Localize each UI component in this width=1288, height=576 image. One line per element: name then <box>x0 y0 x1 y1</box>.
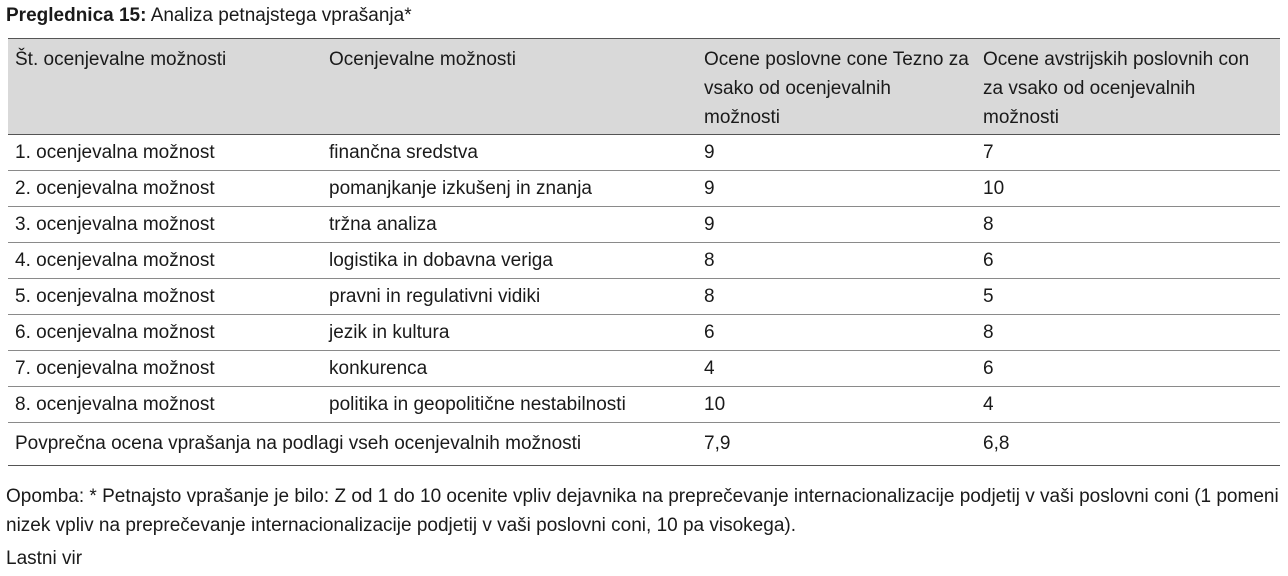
table-row <box>8 315 1280 351</box>
caption-title: Analiza petnajstega vprašanja* <box>150 5 412 26</box>
cell-austria: 10 <box>976 171 1280 207</box>
cell-tezno: 9 <box>697 171 976 207</box>
header-tezno: Ocene poslovne cone Tezno za vsako od ocenjevalnih možnosti <box>697 39 976 135</box>
cell-option: konkurenca <box>322 351 697 387</box>
cell-tezno: 10 <box>697 387 976 423</box>
cell-austria: 8 <box>976 207 1280 243</box>
table-row <box>8 279 1280 315</box>
cell-option: finančna sredstva <box>322 135 697 171</box>
header-row <box>8 39 1280 135</box>
table-row <box>8 243 1280 279</box>
cell-number: 8. ocenjevalna možnost <box>8 387 322 423</box>
table-caption <box>6 4 412 28</box>
table-source: Lastni vir <box>6 548 83 569</box>
caption-label: Preglednica 15: <box>6 5 147 26</box>
cell-tezno: 9 <box>697 207 976 243</box>
table-row <box>8 207 1280 243</box>
cell-tezno: 6 <box>697 315 976 351</box>
cell-austria: 6 <box>976 351 1280 387</box>
table-row <box>8 171 1280 207</box>
cell-number: 2. ocenjevalna možnost <box>8 171 322 207</box>
cell-option: jezik in kultura <box>322 315 697 351</box>
cell-number: 1. ocenjevalna možnost <box>8 135 322 171</box>
cell-tezno: 4 <box>697 351 976 387</box>
cell-option: tržna analiza <box>322 207 697 243</box>
cell-austria: 5 <box>976 279 1280 315</box>
cell-austria: 7 <box>976 135 1280 171</box>
table-row <box>8 387 1280 423</box>
header-option: Ocenjevalne možnosti <box>322 39 697 135</box>
cell-number: 6. ocenjevalna možnost <box>8 315 322 351</box>
header-number: Št. ocenjevalne možnosti <box>8 39 322 135</box>
average-tezno: 7,9 <box>697 423 976 466</box>
table-row <box>8 351 1280 387</box>
ratings-table <box>8 38 1280 466</box>
cell-austria: 6 <box>976 243 1280 279</box>
cell-austria: 8 <box>976 315 1280 351</box>
cell-number: 7. ocenjevalna možnost <box>8 351 322 387</box>
cell-number: 3. ocenjevalna možnost <box>8 207 322 243</box>
cell-tezno: 8 <box>697 243 976 279</box>
average-label: Povprečna ocena vprašanja na podlagi vseh ocenjevalnih možnosti <box>8 423 697 466</box>
cell-option: pravni in regulativni vidiki <box>322 279 697 315</box>
average-austria: 6,8 <box>976 423 1280 466</box>
cell-option: politika in geopolitične nestabilnosti <box>322 387 697 423</box>
cell-tezno: 8 <box>697 279 976 315</box>
cell-option: logistika in dobavna veriga <box>322 243 697 279</box>
cell-number: 5. ocenjevalna možnost <box>8 279 322 315</box>
header-austria: Ocene avstrijskih poslovnih con za vsako od ocenjevalnih možnosti <box>976 39 1280 135</box>
table-row <box>8 135 1280 171</box>
average-row <box>8 423 1280 466</box>
table-note: Opomba: * Petnajsto vprašanje je bilo: Z od 1 do 10 ocenite vpliv dejavnika na preprečevanje internacionalizacije podjetij v vaši poslovni coni (1 pomeni nizek vpliv na preprečevanje internacionalizacije podjetij v vaši poslovni coni, 10 pa visokega). <box>6 486 1279 536</box>
cell-tezno: 9 <box>697 135 976 171</box>
cell-number: 4. ocenjevalna možnost <box>8 243 322 279</box>
cell-austria: 4 <box>976 387 1280 423</box>
cell-option: pomanjkanje izkušenj in znanja <box>322 171 697 207</box>
